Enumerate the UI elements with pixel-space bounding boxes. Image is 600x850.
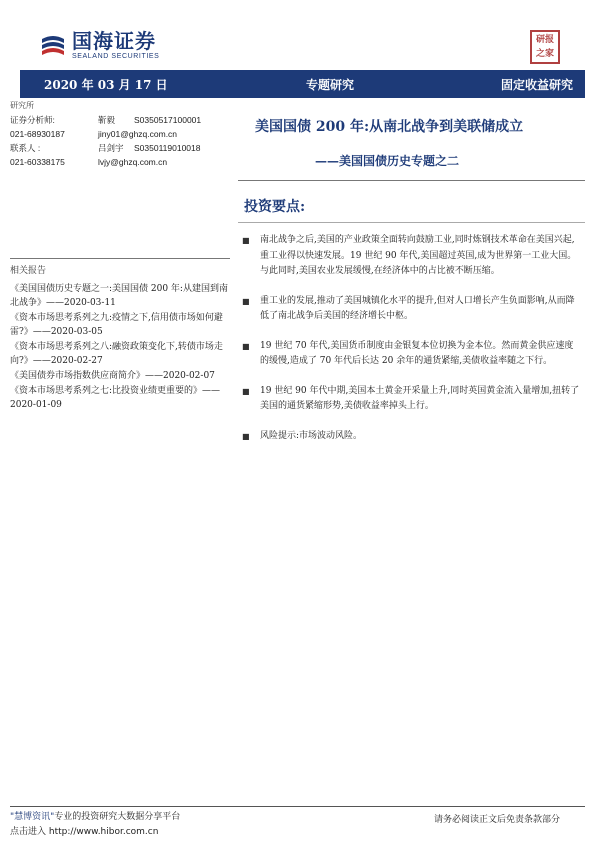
- title-divider: [238, 180, 585, 181]
- key-points-list: [242, 233, 582, 458]
- analyst-sidebar: [10, 100, 230, 169]
- footer-disclaimer: 请务必阅读正文后免责条款部分: [433, 815, 560, 825]
- bullet-text: 风险提示:市场波动风险。: [260, 430, 363, 441]
- analyst-row: [10, 113, 230, 127]
- report-subcategory: 固定收益研究: [500, 77, 573, 92]
- key-points-divider: [238, 222, 585, 223]
- analyst-name: 靳毅: [98, 115, 116, 125]
- report-title: 美国国债 200 年:从南北战争到美联储成立: [255, 119, 524, 135]
- logo-english-name: SEALAND SECURITIES: [72, 53, 160, 60]
- key-points-heading: 投资要点:: [244, 199, 306, 215]
- analyst-row: [10, 155, 230, 169]
- research-label: 研究所: [10, 101, 34, 110]
- report-date: 2020 年 03 月 17 日: [44, 77, 168, 92]
- research-stamp: 研报 之家: [530, 30, 560, 64]
- bullet-text: 19 世纪 70 年代,美国货币制度由金银复本位切换为金本位。然而黄金供应速度的缓慢,造成了 70 年代后长达 20 余年的通货紧缩,美债收益率随之下行。: [260, 340, 574, 366]
- bullet-square-icon: ■: [242, 341, 250, 351]
- list-item: [242, 384, 582, 415]
- analyst-list: [10, 113, 230, 169]
- analyst-row: [10, 127, 230, 141]
- footer-promo: [10, 810, 180, 840]
- footer-link[interactable]: 点击进入 http://www.hibor.com.cn: [10, 827, 159, 837]
- analyst-cert: S0350517100001: [134, 115, 202, 125]
- bullet-square-icon: ■: [242, 236, 250, 245]
- list-item: [242, 339, 582, 370]
- footer-brand: "慧博资讯": [10, 812, 55, 822]
- analyst-cert: S0350119010018: [134, 143, 201, 153]
- sealand-logo: [40, 30, 159, 61]
- logo-chinese-name: 国海证券: [72, 29, 156, 53]
- related-report-link[interactable]: 《美国国债历史专题之一:美国国债 200 年:从建国到南北战争》——2020-03-11: [10, 284, 228, 308]
- bullet-square-icon: ■: [242, 431, 250, 441]
- related-report-link[interactable]: 《美国债券市场指数供应商简介》——2020-02-07: [10, 371, 215, 381]
- report-category: 专题研究: [306, 77, 355, 92]
- sealand-logo-icon: [40, 35, 66, 57]
- related-reports-title: 相关报告: [10, 266, 47, 276]
- footer-divider: [10, 806, 585, 807]
- analyst-row: [10, 141, 230, 155]
- footer-tagline: 专业的投资研究大数据分享平台: [54, 812, 181, 822]
- related-report-link[interactable]: 《资本市场思考系列之九:疫情之下,信用债市场如何避雷?》——2020-03-05: [10, 313, 223, 337]
- list-item: [242, 429, 582, 445]
- bullet-square-icon: ■: [242, 296, 250, 306]
- related-reports: [10, 263, 230, 413]
- analyst-email[interactable]: lvjy@ghzq.com.cn: [98, 157, 168, 167]
- analyst-phone: 021-60338175: [10, 157, 65, 167]
- bullet-square-icon: ■: [242, 386, 250, 396]
- header-banner: [20, 70, 585, 98]
- list-item: [242, 294, 582, 325]
- analyst-name: 吕剑宇: [98, 143, 124, 153]
- related-report-link[interactable]: 《资本市场思考系列之八:融资政策变化下,转债市场走向?》——2020-02-27: [10, 342, 223, 366]
- list-item: [242, 233, 582, 280]
- related-report-link[interactable]: 《资本市场思考系列之七:比投资业绩更重要的》——2020-01-09: [10, 386, 221, 410]
- analyst-email[interactable]: jiny01@ghzq.com.cn: [98, 129, 178, 139]
- bullet-text: 19 世纪 90 年代中期,美国本土黄金开采量上升,同时英国黄金流入量增加,扭转了美国的通货紧缩形势,美债收益率掉头上行。: [260, 385, 580, 411]
- analyst-role: 证券分析师:: [10, 115, 55, 125]
- analyst-phone: 021-68930187: [10, 129, 65, 139]
- sidebar-divider: [10, 258, 230, 259]
- report-subtitle: ——美国国债历史专题之二: [315, 154, 460, 168]
- bullet-text: 南北战争之后,美国的产业政策全面转向鼓励工业,同时炼钢技术革命在美国兴起,重工业得以快速发展。19 世纪 90 年代,美国超过英国,成为世界第一工业大国。与此同时,美国农业发展缓慢,在经济体中的占比被不断压缩。: [260, 235, 577, 276]
- bullet-text: 重工业的发展,推动了美国城镇化水平的提升,但对人口增长产生负面影响,从而降低了南北战争后美国的经济增长中枢。: [260, 295, 575, 321]
- analyst-role: 联系人 :: [10, 143, 41, 153]
